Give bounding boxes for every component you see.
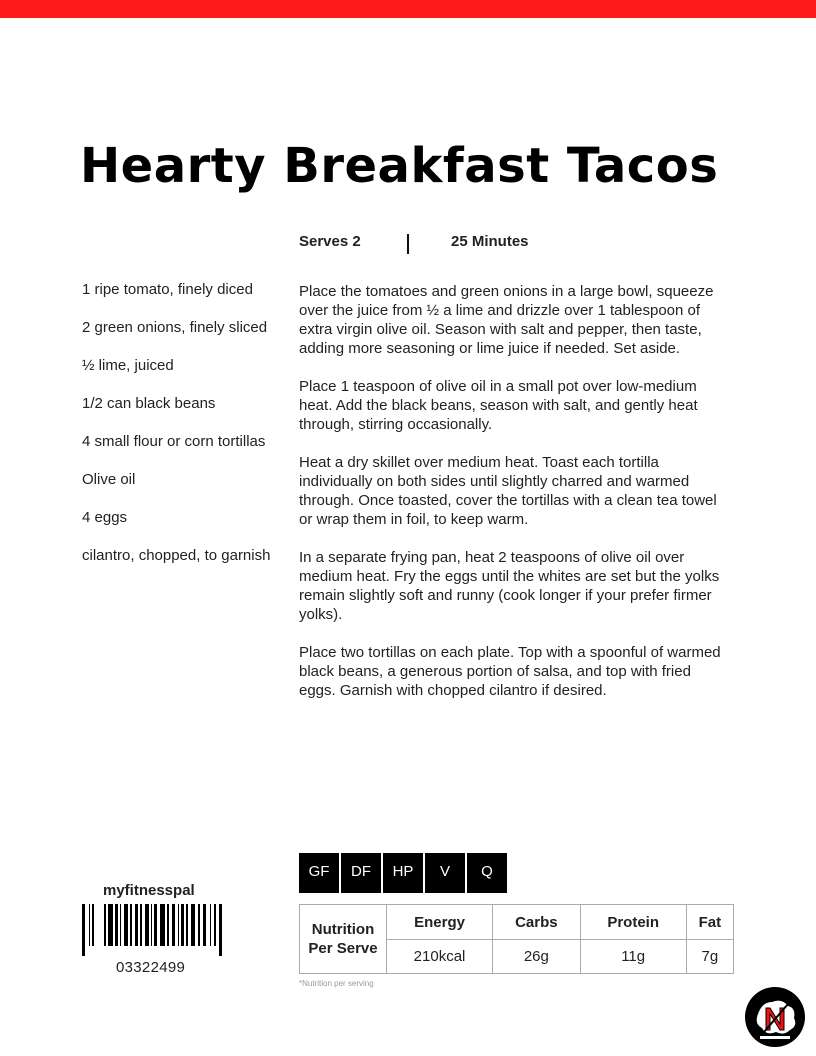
ingredient-item: ½ lime, juiced <box>82 357 174 374</box>
barcode-icon <box>82 904 222 956</box>
nutrition-footnote: *Nutrition per serving <box>299 979 374 988</box>
tag-high-protein: HP <box>383 853 423 893</box>
nutrition-header-energy: Energy <box>387 905 493 940</box>
diet-tags <box>299 853 507 893</box>
barcode-number: 03322499 <box>116 959 186 976</box>
ingredient-item: 1/2 can black beans <box>82 395 216 412</box>
ingredient-item: 1 ripe tomato, finely diced <box>82 281 253 298</box>
servings: Serves 2 <box>299 233 361 250</box>
tag-vegetarian: V <box>425 853 465 893</box>
nutrition-header-carbs: Carbs <box>493 905 581 940</box>
nutrition-value-energy: 210kcal <box>387 940 493 974</box>
method-step: Heat a dry skillet over medium heat. Toast each tortilla individually on both sides until slightly charred and warmed through. Once toasted, cover the tortillas with a clean tea towel or wrap them in foil, to keep warm. <box>299 454 717 528</box>
nutrition-logo-icon <box>744 986 806 1048</box>
ingredient-item: Olive oil <box>82 471 136 488</box>
cook-time: 25 Minutes <box>451 233 529 250</box>
top-accent-bar <box>0 0 816 18</box>
method-steps <box>299 282 731 719</box>
nutrition-value-fat: 7g <box>686 940 733 974</box>
method-step: In a separate frying pan, heat 2 teaspoons of olive oil over medium heat. Fry the eggs until the whites are set but the yolks remain slightly soft and runny (cook longer if your prefer firmer yolks). <box>299 549 720 623</box>
nutrition-header-fat: Fat <box>686 905 733 940</box>
nutrition-label-line2: Per Serve <box>308 940 378 957</box>
meta-divider <box>407 234 409 254</box>
method-step: Place two tortillas on each plate. Top with a spoonful of warmed black beans, a generous portion of salsa, and top with fried eggs. Garnish with chopped cilantro if desired. <box>299 644 721 699</box>
nutrition-value-protein: 11g <box>580 940 686 974</box>
nutrition-header-protein: Protein <box>580 905 686 940</box>
nutrition-row-label <box>300 905 387 974</box>
tag-dairy-free: DF <box>341 853 381 893</box>
method-step: Place 1 teaspoon of olive oil in a small pot over low-medium heat. Add the black beans, season with salt, and gently heat through, stirring occasionally. <box>299 378 698 433</box>
nutrition-table <box>299 904 734 974</box>
nutrition-label-line1: Nutrition <box>311 921 375 938</box>
tag-gluten-free: GF <box>299 853 339 893</box>
ingredient-item: cilantro, chopped, to garnish <box>82 547 271 564</box>
ingredient-item: 4 eggs <box>82 509 128 526</box>
ingredient-item: 2 green onions, finely sliced <box>82 319 268 336</box>
tag-quick: Q <box>467 853 507 893</box>
barcode-brand: myfitnesspal <box>103 882 195 899</box>
ingredient-item: 4 small flour or corn tortillas <box>82 433 266 450</box>
recipe-title: Hearty Breakfast Tacos <box>80 138 719 194</box>
method-step: Place the tomatoes and green onions in a large bowl, squeeze over the juice from ½ a lime and drizzle over 1 tablespoon of extra virgin olive oil. Season with salt and pepper, then taste, adding more seasoning or lime juice if needed. Set aside. <box>299 283 714 357</box>
nutrition-value-carbs: 26g <box>493 940 581 974</box>
ingredients-list <box>82 280 287 584</box>
